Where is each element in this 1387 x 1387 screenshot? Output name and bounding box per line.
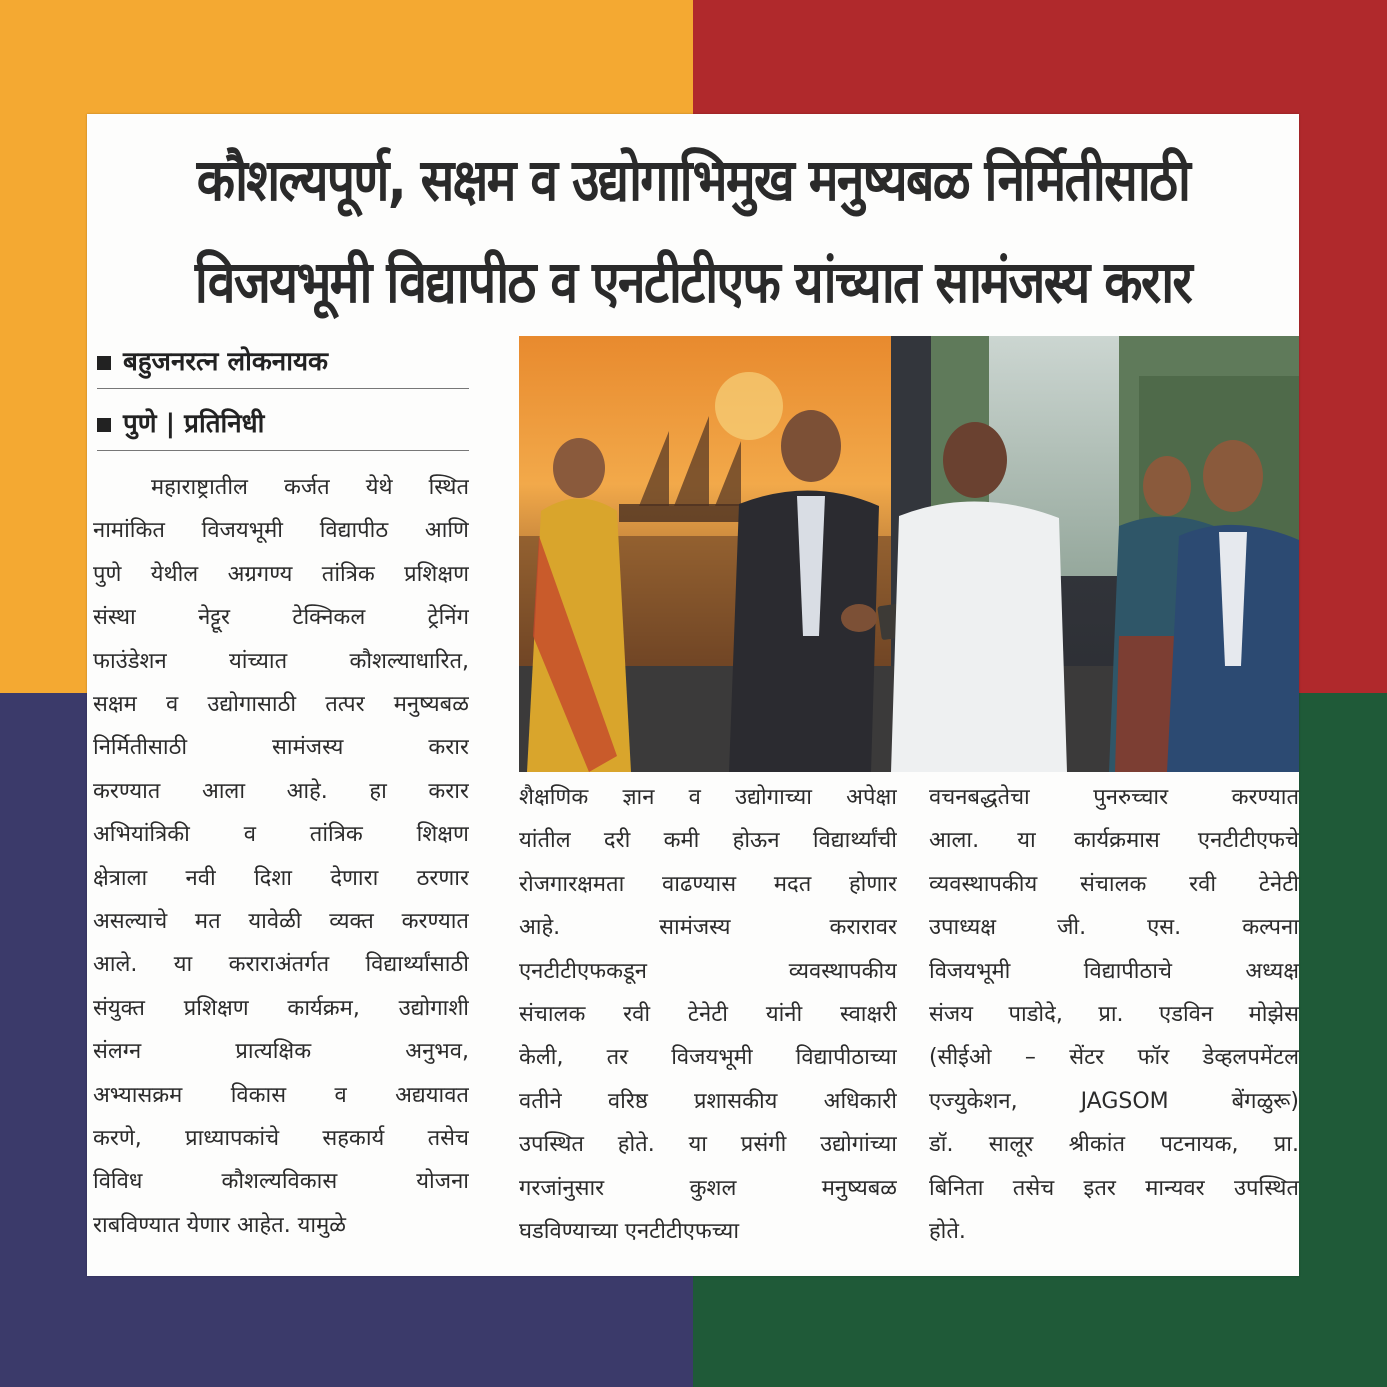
- byline-location: [97, 404, 469, 440]
- article-line: एनटीटीएफकडून व्यवस्थापकीय: [519, 958, 897, 984]
- article-line: नामांकित विजयभूमी विद्यापीठ आणि: [93, 518, 469, 544]
- bullet-square-icon: [97, 418, 111, 432]
- article-line: रोजगारक्षमता वाढण्यास मदत होणार: [519, 871, 897, 897]
- article-line: निर्मितीसाठी सामंजस्य करार: [93, 735, 469, 761]
- newspaper-clipping: [87, 114, 1299, 1276]
- article-line: एज्युकेशन, JAGSOM बेंगळुरू): [929, 1088, 1299, 1114]
- article-line: सक्षम व उद्योगासाठी तत्पर मनुष्यबळ: [93, 692, 469, 717]
- article-line: (सीईओ – सेंटर फॉर डेव्हलपमेंटल: [929, 1045, 1299, 1071]
- article-line: आहे. सामंजस्य करारावर: [519, 915, 897, 941]
- byline-newspaper: [97, 342, 469, 378]
- headline-line-1: कौशल्यपूर्ण, सक्षम व उद्योगाभिमुख मनुष्यबळ निर्मितीसाठी: [196, 146, 1190, 214]
- article-line: पुणे येथील अग्रगण्य तांत्रिक प्रशिक्षण: [93, 561, 469, 587]
- article-line: डॉ. सालूर श्रीकांत पटनायक, प्रा.: [929, 1132, 1299, 1158]
- article-line: केली, तर विजयभूमी विद्यापीठाच्या: [519, 1045, 897, 1071]
- article-line: बिनिता तसेच इतर मान्यवर उपस्थित: [929, 1175, 1299, 1201]
- article-line: संस्था नेट्टूर टेक्निकल ट्रेनिंग: [93, 605, 469, 631]
- article-line: आले. या कराराअंतर्गत विद्यार्थ्यांसाठी: [93, 952, 469, 978]
- article-line: विविध कौशल्यविकास योजना: [93, 1169, 469, 1195]
- article-line: शैक्षणिक ज्ञान व उद्योगाच्या अपेक्षा: [519, 785, 897, 810]
- article-line: संयुक्त प्रशिक्षण कार्यक्रम, उद्योगाशी: [93, 995, 469, 1021]
- byline-location-text: पुणे | प्रतिनिधी: [123, 409, 265, 439]
- article-line: विजयभूमी विद्यापीठाचे अध्यक्ष: [929, 958, 1299, 984]
- article-line: यांतील दरी कमी होऊन विद्यार्थ्यांची: [519, 828, 897, 854]
- article-line: अभियांत्रिकी व तांत्रिक शिक्षण: [93, 822, 469, 848]
- article-line: वचनबद्धतेचा पुनरुच्चार करण्यात: [929, 785, 1299, 810]
- photo-illustration: [519, 336, 1299, 772]
- article-line: राबविण्यात येणार आहेत. यामुळे: [93, 1212, 347, 1238]
- article-line: संलग्न प्रात्यक्षिक अनुभव,: [93, 1039, 469, 1065]
- mou-signing-photo: [519, 336, 1299, 772]
- article-line: उपस्थित होते. या प्रसंगी उद्योगांच्या: [519, 1132, 897, 1158]
- byline-divider: [97, 450, 469, 451]
- byline-newspaper-text: बहुजनरत्न लोकनायक: [123, 347, 329, 377]
- article-line: करणे, प्राध्यापकांचे सहकार्य तसेच: [93, 1126, 469, 1151]
- article-line: गरजांनुसार कुशल मनुष्यबळ: [519, 1175, 897, 1201]
- article-line: करण्यात आला आहे. हा करार: [93, 778, 469, 804]
- article-line: घडविण्याच्या एनटीटीएफच्या: [519, 1219, 740, 1244]
- article-line: संचालक रवी टेनेटी यांनी स्वाक्षरी: [519, 1002, 897, 1027]
- article-line: असल्याचे मत यावेळी व्यक्त करण्यात: [93, 909, 469, 934]
- article-line: फाउंडेशन यांच्यात कौशल्याधारित,: [93, 648, 469, 674]
- article-line: आला. या कार्यक्रमास एनटीटीएफचे: [929, 828, 1299, 854]
- article-line: महाराष्ट्रातील कर्जत येथे स्थित: [151, 475, 469, 500]
- article-line: क्षेत्राला नवी दिशा देणारा ठरणार: [93, 865, 469, 891]
- article-line: संजय पाडोदे, प्रा. एडविन मोझेस: [929, 1002, 1299, 1027]
- article-line: उपाध्यक्ष जी. एस. कल्पना: [929, 915, 1299, 941]
- article-line: होते.: [929, 1219, 966, 1244]
- headline-line-2: विजयभूमी विद्यापीठ व एनटीटीएफ यांच्यात सामंजस्य करार: [194, 248, 1192, 316]
- bullet-square-icon: [97, 356, 111, 370]
- article-line: अभ्यासक्रम विकास व अद्ययावत: [93, 1082, 469, 1108]
- article-line: व्यवस्थापकीय संचालक रवी टेनेटी: [929, 871, 1299, 897]
- byline-divider: [97, 388, 469, 389]
- article-line: वतीने वरिष्ठ प्रशासकीय अधिकारी: [519, 1088, 897, 1114]
